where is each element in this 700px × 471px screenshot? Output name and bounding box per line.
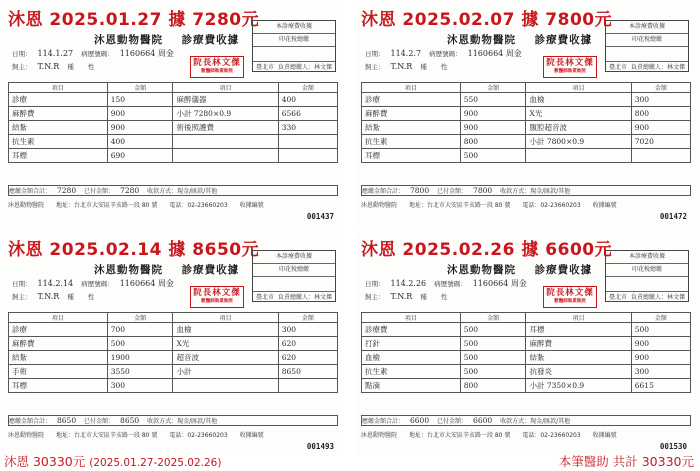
item-amount: 620 — [278, 351, 337, 365]
receipt-info-line — [12, 278, 180, 289]
stamp-payer: 負責總繳人：林文傑 — [277, 64, 332, 71]
amount-header: 金額 — [278, 313, 337, 323]
stamp-row: 印花稅總繳 — [253, 34, 335, 47]
item-amount — [278, 149, 337, 163]
item-name: 結紮 — [9, 121, 108, 135]
hospital-name: 沐恩動物醫院 — [94, 34, 163, 46]
item-amount: 800 — [460, 135, 526, 149]
item-name: 抗生素 — [362, 365, 461, 379]
item-row — [362, 365, 691, 379]
record-label: 病歷號碼： — [81, 50, 114, 58]
footer-signature: 收據編號 — [239, 432, 264, 439]
item-amount — [631, 149, 690, 163]
footer-hospital: 沐恩動物醫院 — [361, 202, 398, 209]
payment-method: 收款方式：現金/匯款/其他 — [500, 188, 571, 195]
item-name: 結紮 — [9, 351, 108, 365]
receipt-footer — [8, 200, 338, 209]
item-amount: 900 — [107, 107, 173, 121]
stamp-payer: 負責總繳人：林文傑 — [630, 64, 685, 71]
receipt-footer — [361, 200, 691, 209]
item-header: 項目 — [173, 83, 278, 93]
item-name: 診療費 — [362, 323, 461, 337]
footer-signature: 收據編號 — [592, 202, 617, 209]
footer-phone: 電話：02-23660203 — [522, 432, 581, 439]
item-row — [9, 323, 338, 337]
item-name: 血檢 — [362, 351, 461, 365]
footer-address: 地址：台北市大安區辛亥路一段 80 號 — [55, 202, 158, 209]
stamp-payer-row — [606, 292, 688, 304]
item-amount: 500 — [460, 323, 526, 337]
receipt-pet-line — [12, 62, 106, 71]
paid-label: 已付金額： — [84, 418, 115, 425]
record-number: 1160664 周金 — [467, 49, 522, 58]
item-amount: 500 — [107, 337, 173, 351]
receipt-pet-line — [365, 62, 459, 71]
amount-header: 金額 — [107, 83, 173, 93]
items-table — [361, 312, 691, 393]
item-name: 診療 — [9, 323, 108, 337]
item-name: 抗生素 — [362, 135, 461, 149]
receipt-info-line — [365, 278, 533, 289]
stamp-city: 臺北市 — [609, 64, 628, 71]
pet-label: 飼主： — [365, 63, 385, 71]
item-amount: 900 — [460, 107, 526, 121]
item-name — [173, 379, 278, 393]
item-name: 診療 — [362, 93, 461, 107]
item-row — [9, 379, 338, 393]
item-row — [362, 149, 691, 163]
item-name: 結紮 — [362, 121, 461, 135]
receipt-card — [355, 2, 697, 226]
receipt-date: 114.2.26 — [390, 279, 427, 288]
item-row — [9, 351, 338, 365]
footer-hospital: 沐恩動物醫院 — [8, 432, 45, 439]
item-amount: 900 — [631, 351, 690, 365]
receipt-serial-number: 001493 — [306, 442, 334, 451]
stamp-city: 臺北市 — [256, 64, 275, 71]
footer-hospital: 沐恩動物醫院 — [361, 432, 398, 439]
item-row — [9, 121, 338, 135]
item-amount: 7020 — [631, 135, 690, 149]
item-name: 麻醉費 — [9, 337, 108, 351]
stamp-blank-row — [253, 47, 335, 62]
item-name: 超音波 — [173, 351, 278, 365]
total-amount: 6600 — [410, 416, 430, 425]
item-amount: 900 — [631, 337, 690, 351]
item-name — [526, 149, 631, 163]
payment-method: 收款方式：現金/匯款/其他 — [147, 188, 218, 195]
item-row — [9, 93, 338, 107]
paid-amount: 8650 — [120, 416, 140, 425]
stamp-payer-row — [253, 292, 335, 304]
stamp-row: 本診療費收據 — [606, 251, 688, 264]
item-header: 項目 — [9, 313, 108, 323]
receipt-label: 診療費收據 — [534, 34, 593, 46]
item-name: 腹腔超音波 — [526, 121, 631, 135]
receipt-banner: 沐恩 2025.02.14 據 8650元 — [8, 240, 260, 260]
items-table — [8, 312, 338, 393]
items-header-row — [9, 83, 338, 93]
item-name: X光 — [526, 107, 631, 121]
item-amount: 900 — [631, 121, 690, 135]
total-amount: 7280 — [57, 186, 77, 195]
item-amount: 150 — [107, 93, 173, 107]
hospital-name: 沐恩動物醫院 — [447, 34, 516, 46]
summary-total-right: 本筆醫助 共計 30330元 — [558, 454, 694, 469]
item-amount: 500 — [460, 149, 526, 163]
pet-value: T.N.R — [37, 62, 60, 71]
receipt-serial-number: 001530 — [659, 442, 687, 451]
hospital-title — [94, 262, 239, 277]
totals-row — [361, 415, 691, 426]
hospital-title — [447, 32, 592, 47]
stamp-blank-row — [606, 277, 688, 292]
receipt-card — [2, 2, 344, 226]
item-name — [173, 135, 278, 149]
record-number: 1160664 周金 — [119, 279, 174, 288]
total-label: 應繳金額合計： — [9, 418, 52, 425]
doctor-seal-stamp — [543, 286, 597, 308]
receipt-footer — [8, 430, 338, 439]
item-amount — [278, 379, 337, 393]
item-amount: 330 — [278, 121, 337, 135]
receipt-label: 診療費收據 — [181, 264, 240, 276]
breed-label: 種 — [420, 63, 427, 71]
date-label: 日期： — [12, 280, 32, 288]
seal-caption: 獸醫師執業執照 — [201, 69, 233, 74]
item-row — [362, 379, 691, 393]
totals-row — [8, 415, 338, 426]
stamp-duty-box — [605, 20, 689, 72]
item-amount: 500 — [460, 337, 526, 351]
footer-phone: 電話：02-23660203 — [522, 202, 581, 209]
item-row — [362, 337, 691, 351]
stamp-row: 印花稅總繳 — [606, 34, 688, 47]
totals-row — [8, 185, 338, 196]
hospital-name: 沐恩動物醫院 — [447, 264, 516, 276]
stamp-payer-row — [253, 62, 335, 74]
amount-header: 金額 — [460, 313, 526, 323]
item-name: 打針 — [362, 337, 461, 351]
item-row — [9, 135, 338, 149]
pet-value: T.N.R — [37, 292, 60, 301]
item-amount: 900 — [107, 121, 173, 135]
pet-label: 飼主： — [12, 63, 32, 71]
items-table — [8, 82, 338, 163]
item-name: 耳標 — [9, 149, 108, 163]
footer-address: 地址：台北市大安區辛亥路一段 80 號 — [55, 432, 158, 439]
footer-address: 地址：台北市大安區辛亥路一段 80 號 — [408, 202, 511, 209]
doctor-seal-stamp — [543, 56, 597, 78]
seal-caption: 獸醫師執業執照 — [554, 299, 586, 304]
item-name: 麻醉費 — [526, 337, 631, 351]
doctor-seal-stamp — [190, 286, 244, 308]
stamp-city: 臺北市 — [256, 294, 275, 301]
seal-name: 院長林文傑 — [193, 288, 241, 298]
item-name: 耳標 — [526, 323, 631, 337]
record-number: 1160664 周金 — [119, 49, 174, 58]
stamp-blank-row — [253, 277, 335, 292]
item-amount: 6615 — [631, 379, 690, 393]
amount-header: 金額 — [278, 83, 337, 93]
items-table — [361, 82, 691, 163]
stamp-city: 臺北市 — [609, 294, 628, 301]
stamp-row: 印花稅總繳 — [606, 264, 688, 277]
paid-amount: 7800 — [473, 186, 493, 195]
item-header: 項目 — [526, 83, 631, 93]
item-row — [9, 365, 338, 379]
items-header-row — [9, 313, 338, 323]
stamp-payer: 負責總繳人：林文傑 — [277, 294, 332, 301]
item-name: 抗發炎 — [526, 365, 631, 379]
item-row — [9, 337, 338, 351]
breed-label: 種 — [420, 293, 427, 301]
record-label: 病歷號碼： — [434, 280, 467, 288]
amount-header: 金額 — [631, 83, 690, 93]
item-header: 項目 — [362, 313, 461, 323]
item-amount: 690 — [107, 149, 173, 163]
total-label: 應繳金額合計： — [362, 418, 405, 425]
record-label: 病歷號碼： — [81, 280, 114, 288]
receipt-info-line — [12, 48, 180, 59]
item-name: 點滴 — [362, 379, 461, 393]
item-row — [362, 323, 691, 337]
paid-amount: 6600 — [473, 416, 493, 425]
stamp-duty-box — [605, 250, 689, 302]
receipt-label: 診療費收據 — [181, 34, 240, 46]
item-amount: 300 — [631, 93, 690, 107]
item-name: X光 — [173, 337, 278, 351]
amount-header: 金額 — [460, 83, 526, 93]
hospital-title — [94, 32, 239, 47]
receipt-banner: 沐恩 2025.02.26 據 6600元 — [361, 240, 613, 260]
receipt-card — [2, 232, 344, 456]
items-header-row — [362, 83, 691, 93]
item-name: 術後照護費 — [173, 121, 278, 135]
doctor-seal-stamp — [190, 56, 244, 78]
item-amount: 550 — [460, 93, 526, 107]
item-name: 血檢 — [526, 93, 631, 107]
seal-caption: 獸醫師執業執照 — [201, 299, 233, 304]
pet-value: T.N.R — [390, 292, 413, 301]
item-name: 血檢 — [173, 323, 278, 337]
footer-signature: 收據編號 — [239, 202, 264, 209]
total-amount: 8650 — [57, 416, 77, 425]
receipt-label: 診療費收據 — [534, 264, 593, 276]
item-name: 耳標 — [9, 379, 108, 393]
item-amount: 400 — [107, 135, 173, 149]
sex-label: 性 — [440, 293, 448, 301]
stamp-row: 印花稅總繳 — [253, 264, 335, 277]
footer-phone: 電話：02-23660203 — [169, 202, 228, 209]
paid-amount: 7280 — [120, 186, 140, 195]
paid-label: 已付金額： — [84, 188, 115, 195]
stamp-row: 本診療費收據 — [253, 251, 335, 264]
item-amount: 6566 — [278, 107, 337, 121]
breed-label: 種 — [67, 293, 74, 301]
stamp-row: 本診療費收據 — [606, 21, 688, 34]
item-amount: 300 — [107, 379, 173, 393]
record-label: 病歷號碼： — [429, 50, 462, 58]
item-amount: 800 — [631, 107, 690, 121]
pet-label: 飼主： — [12, 293, 32, 301]
item-name — [173, 149, 278, 163]
total-label: 應繳金額合計： — [9, 188, 52, 195]
item-name: 小計 7350×0.9 — [526, 379, 631, 393]
item-amount: 400 — [278, 93, 337, 107]
sex-label: 性 — [87, 63, 95, 71]
footer-phone: 電話：02-23660203 — [169, 432, 228, 439]
item-amount — [278, 135, 337, 149]
totals-row — [361, 185, 691, 196]
pet-label: 飼主： — [365, 293, 385, 301]
item-amount: 620 — [278, 337, 337, 351]
receipt-pet-line — [365, 292, 459, 301]
item-name: 抗生素 — [9, 135, 108, 149]
payment-method: 收款方式：現金/匯款/其他 — [147, 418, 218, 425]
hospital-title — [447, 262, 592, 277]
item-amount: 300 — [278, 323, 337, 337]
item-header: 項目 — [526, 313, 631, 323]
item-amount: 1900 — [107, 351, 173, 365]
date-label: 日期： — [365, 50, 385, 58]
seal-name: 院長林文傑 — [546, 58, 594, 68]
item-row — [362, 135, 691, 149]
item-amount: 300 — [631, 365, 690, 379]
receipt-card — [355, 232, 697, 456]
item-header: 項目 — [9, 83, 108, 93]
stamp-blank-row — [606, 47, 688, 62]
stamp-payer-row — [606, 62, 688, 74]
item-name: 結紮 — [526, 351, 631, 365]
item-row — [362, 107, 691, 121]
total-amount: 7800 — [410, 186, 430, 195]
item-amount: 700 — [107, 323, 173, 337]
date-label: 日期： — [12, 50, 32, 58]
item-amount: 3550 — [107, 365, 173, 379]
item-row — [362, 121, 691, 135]
item-header: 項目 — [362, 83, 461, 93]
receipt-banner: 沐恩 2025.02.07 據 7800元 — [361, 10, 613, 30]
item-amount: 900 — [460, 121, 526, 135]
seal-name: 院長林文傑 — [193, 58, 241, 68]
hospital-name: 沐恩動物醫院 — [94, 264, 163, 276]
stamp-payer: 負責總繳人：林文傑 — [630, 294, 685, 301]
amount-header: 金額 — [107, 313, 173, 323]
footer-hospital: 沐恩動物醫院 — [8, 202, 45, 209]
receipt-date: 114.2.14 — [37, 279, 74, 288]
item-name: 小計 7280×0.9 — [173, 107, 278, 121]
paid-label: 已付金額： — [437, 418, 468, 425]
date-label: 日期： — [365, 280, 385, 288]
stamp-duty-box — [252, 250, 336, 302]
receipt-serial-number: 001472 — [659, 212, 687, 221]
item-amount: 800 — [460, 379, 526, 393]
paid-label: 已付金額： — [437, 188, 468, 195]
item-amount: 500 — [631, 323, 690, 337]
item-header: 項目 — [173, 313, 278, 323]
footer-signature: 收據編號 — [592, 432, 617, 439]
breed-label: 種 — [67, 63, 74, 71]
item-name: 麻醉費 — [9, 107, 108, 121]
receipt-date: 114.2.7 — [390, 49, 422, 58]
amount-header: 金額 — [631, 313, 690, 323]
seal-name: 院長林文傑 — [546, 288, 594, 298]
item-name: 小計 — [173, 365, 278, 379]
receipt-serial-number: 001437 — [306, 212, 334, 221]
item-row — [9, 149, 338, 163]
item-name: 麻醉費 — [362, 107, 461, 121]
pet-value: T.N.R — [390, 62, 413, 71]
summary-total-left: 沐恩 30330元 (2025.01.27-2025.02.26) — [4, 454, 222, 469]
stamp-duty-box — [252, 20, 336, 72]
stamp-row: 本診療費收據 — [253, 21, 335, 34]
summary-date-range: (2025.01.27-2025.02.26) — [89, 457, 222, 469]
item-name: 小計 7800×0.9 — [526, 135, 631, 149]
receipt-footer — [361, 430, 691, 439]
item-amount: 500 — [460, 365, 526, 379]
items-header-row — [362, 313, 691, 323]
item-name: 麻醉儀器 — [173, 93, 278, 107]
receipt-banner: 沐恩 2025.01.27 據 7280元 — [8, 10, 260, 30]
item-name: 耳標 — [362, 149, 461, 163]
seal-caption: 獸醫師執業執照 — [554, 69, 586, 74]
item-name: 診療 — [9, 93, 108, 107]
total-label: 應繳金額合計： — [362, 188, 405, 195]
item-amount: 500 — [460, 351, 526, 365]
sex-label: 性 — [440, 63, 448, 71]
receipt-info-line — [365, 48, 528, 59]
sex-label: 性 — [87, 293, 95, 301]
item-name: 手術 — [9, 365, 108, 379]
payment-method: 收款方式：現金/匯款/其他 — [500, 418, 571, 425]
record-number: 1160664 周金 — [472, 279, 527, 288]
item-row — [362, 93, 691, 107]
item-amount: 8650 — [278, 365, 337, 379]
receipt-pet-line — [12, 292, 106, 301]
receipt-date: 114.1.27 — [37, 49, 74, 58]
item-row — [362, 351, 691, 365]
footer-address: 地址：台北市大安區辛亥路一段 80 號 — [408, 432, 511, 439]
item-row — [9, 107, 338, 121]
